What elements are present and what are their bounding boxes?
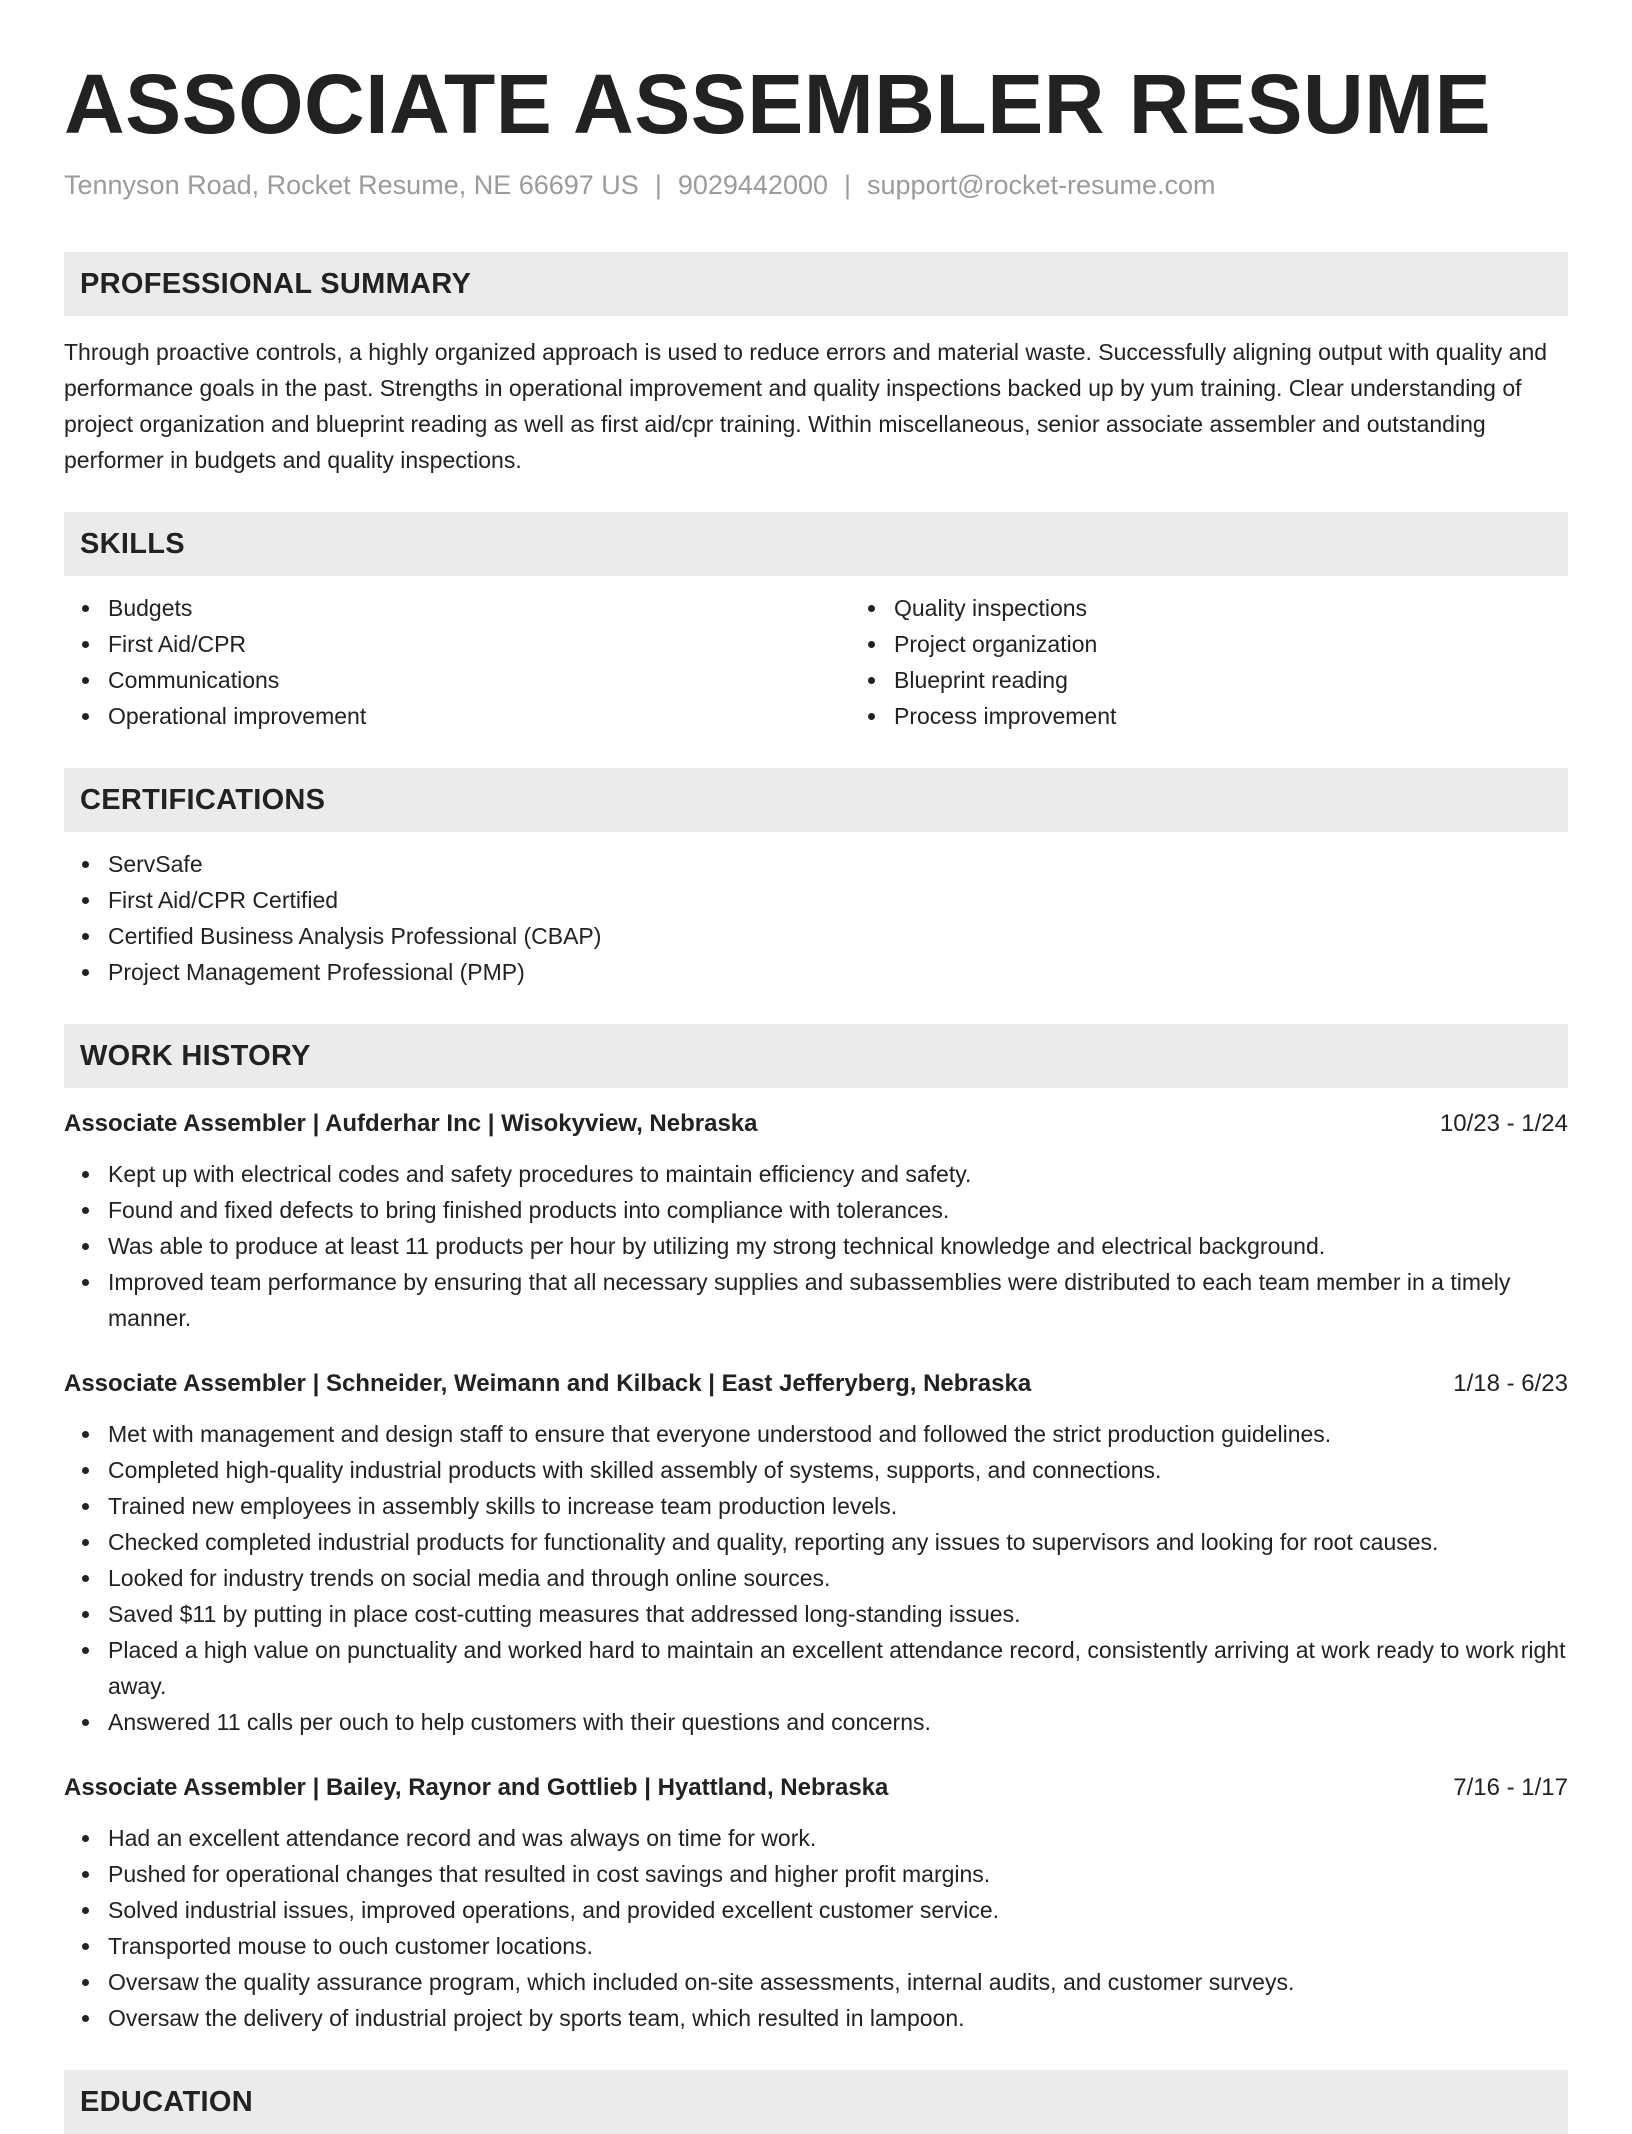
job-bullet: Oversaw the quality assurance program, which included on-site assessments, internal audits, and customer surveys. [108,1964,1568,2000]
job-bullets [64,1820,1568,2036]
job-header [64,1770,1568,1806]
job-bullet: Looked for industry trends on social media and through online sources. [108,1560,1568,1596]
section-header-skills: SKILLS [64,512,1568,576]
summary-text: Through proactive controls, a highly organized approach is used to reduce errors and material waste. Successfully aligning output with quality and performance goals in the past. Strengths in operational improvement and quality inspections backed up by yum training. Clear understanding of project organization and blueprint reading as well as first aid/cpr training. Within miscellaneous, senior associate assembler and outstanding performer in budgets and quality inspections. [64,339,1548,473]
certification-item: Certified Business Analysis Professional (CBAP) [108,918,1568,954]
skill-item: Operational improvement [108,698,850,734]
job-entry [64,1106,1568,1336]
skills-list-left [64,590,850,734]
skill-item: Quality inspections [894,590,1632,626]
job-bullet: Kept up with electrical codes and safety procedures to maintain efficiency and safety. [108,1156,1568,1192]
certification-item: Project Management Professional (PMP) [108,954,1568,990]
skill-item: Budgets [108,590,850,626]
job-bullet: Answered 11 calls per ouch to help customers with their questions and concerns. [108,1704,1568,1740]
job-bullet: Trained new employees in assembly skills to increase team production levels. [108,1488,1568,1524]
section-header-summary: PROFESSIONAL SUMMARY [64,252,1568,316]
job-bullet: Improved team performance by ensuring that all necessary supplies and subassemblies were distributed to each team member in a timely manner. [108,1264,1568,1336]
contact-separator: | [844,170,852,200]
skill-item: Blueprint reading [894,662,1632,698]
contact-email[interactable]: support@rocket-resume.com [867,170,1216,200]
skill-item: Communications [108,662,850,698]
job-bullet: Transported mouse to ouch customer locations. [108,1928,1568,1964]
job-title: Associate Assembler | Aufderhar Inc | Wisokyview, Nebraska [64,1110,758,1137]
contact-line [64,168,1568,202]
skills-list-right [850,590,1632,734]
skill-item: Process improvement [894,698,1632,734]
job-entry [64,1366,1568,1740]
job-bullet: Met with management and design staff to ensure that everyone understood and followed the strict production guidelines. [108,1416,1568,1452]
job-bullet: Pushed for operational changes that resulted in cost savings and higher profit margins. [108,1856,1568,1892]
job-bullet: Oversaw the delivery of industrial project by sports team, which resulted in lampoon. [108,2000,1568,2036]
contact-phone: 9029442000 [677,170,828,200]
section-header-work-history: WORK HISTORY [64,1024,1568,1088]
section-header-certifications: CERTIFICATIONS [64,768,1568,832]
job-bullet: Found and fixed defects to bring finished products into compliance with tolerances. [108,1192,1568,1228]
job-bullets [64,1416,1568,1740]
certifications-list [64,846,1568,990]
job-entry [64,1770,1568,2036]
resume-title: ASSOCIATE ASSEMBLER RESUME [64,57,1492,151]
resume-page [64,0,1568,2134]
job-dates: 7/16 - 1/17 [1453,1774,1568,1801]
job-bullet: Was able to produce at least 11 products per hour by utilizing my strong technical knowledge and electrical background. [108,1228,1568,1264]
job-bullet: Saved $11 by putting in place cost-cutting measures that addressed long-standing issues. [108,1596,1568,1632]
job-dates: 1/18 - 6/23 [1453,1370,1568,1397]
skill-item: First Aid/CPR [108,626,850,662]
job-dates: 10/23 - 1/24 [1439,1110,1568,1137]
job-header [64,1366,1568,1402]
certification-item: ServSafe [108,846,1568,882]
section-header-education: EDUCATION [64,2070,1568,2134]
contact-separator: | [654,170,662,200]
skills-grid [64,576,1568,734]
job-bullet: Completed high-quality industrial products with skilled assembly of systems, supports, and connections. [108,1452,1568,1488]
job-title: Associate Assembler | Bailey, Raynor and Gottlieb | Hyattland, Nebraska [64,1774,889,1801]
certification-item: First Aid/CPR Certified [108,882,1568,918]
job-bullet: Solved industrial issues, improved operations, and provided excellent customer service. [108,1892,1568,1928]
job-bullet: Checked completed industrial products for functionality and quality, reporting any issues to supervisors and looking for root causes. [108,1524,1568,1560]
job-title: Associate Assembler | Schneider, Weimann and Kilback | East Jefferyberg, Nebraska [64,1370,1032,1397]
job-header [64,1106,1568,1142]
job-bullet: Had an excellent attendance record and was always on time for work. [108,1820,1568,1856]
job-bullets [64,1156,1568,1336]
skill-item: Project organization [894,626,1632,662]
contact-address: Tennyson Road, Rocket Resume, NE 66697 US [64,170,639,200]
job-bullet: Placed a high value on punctuality and worked hard to maintain an excellent attendance record, consistently arriving at work ready to work right away. [108,1632,1568,1704]
